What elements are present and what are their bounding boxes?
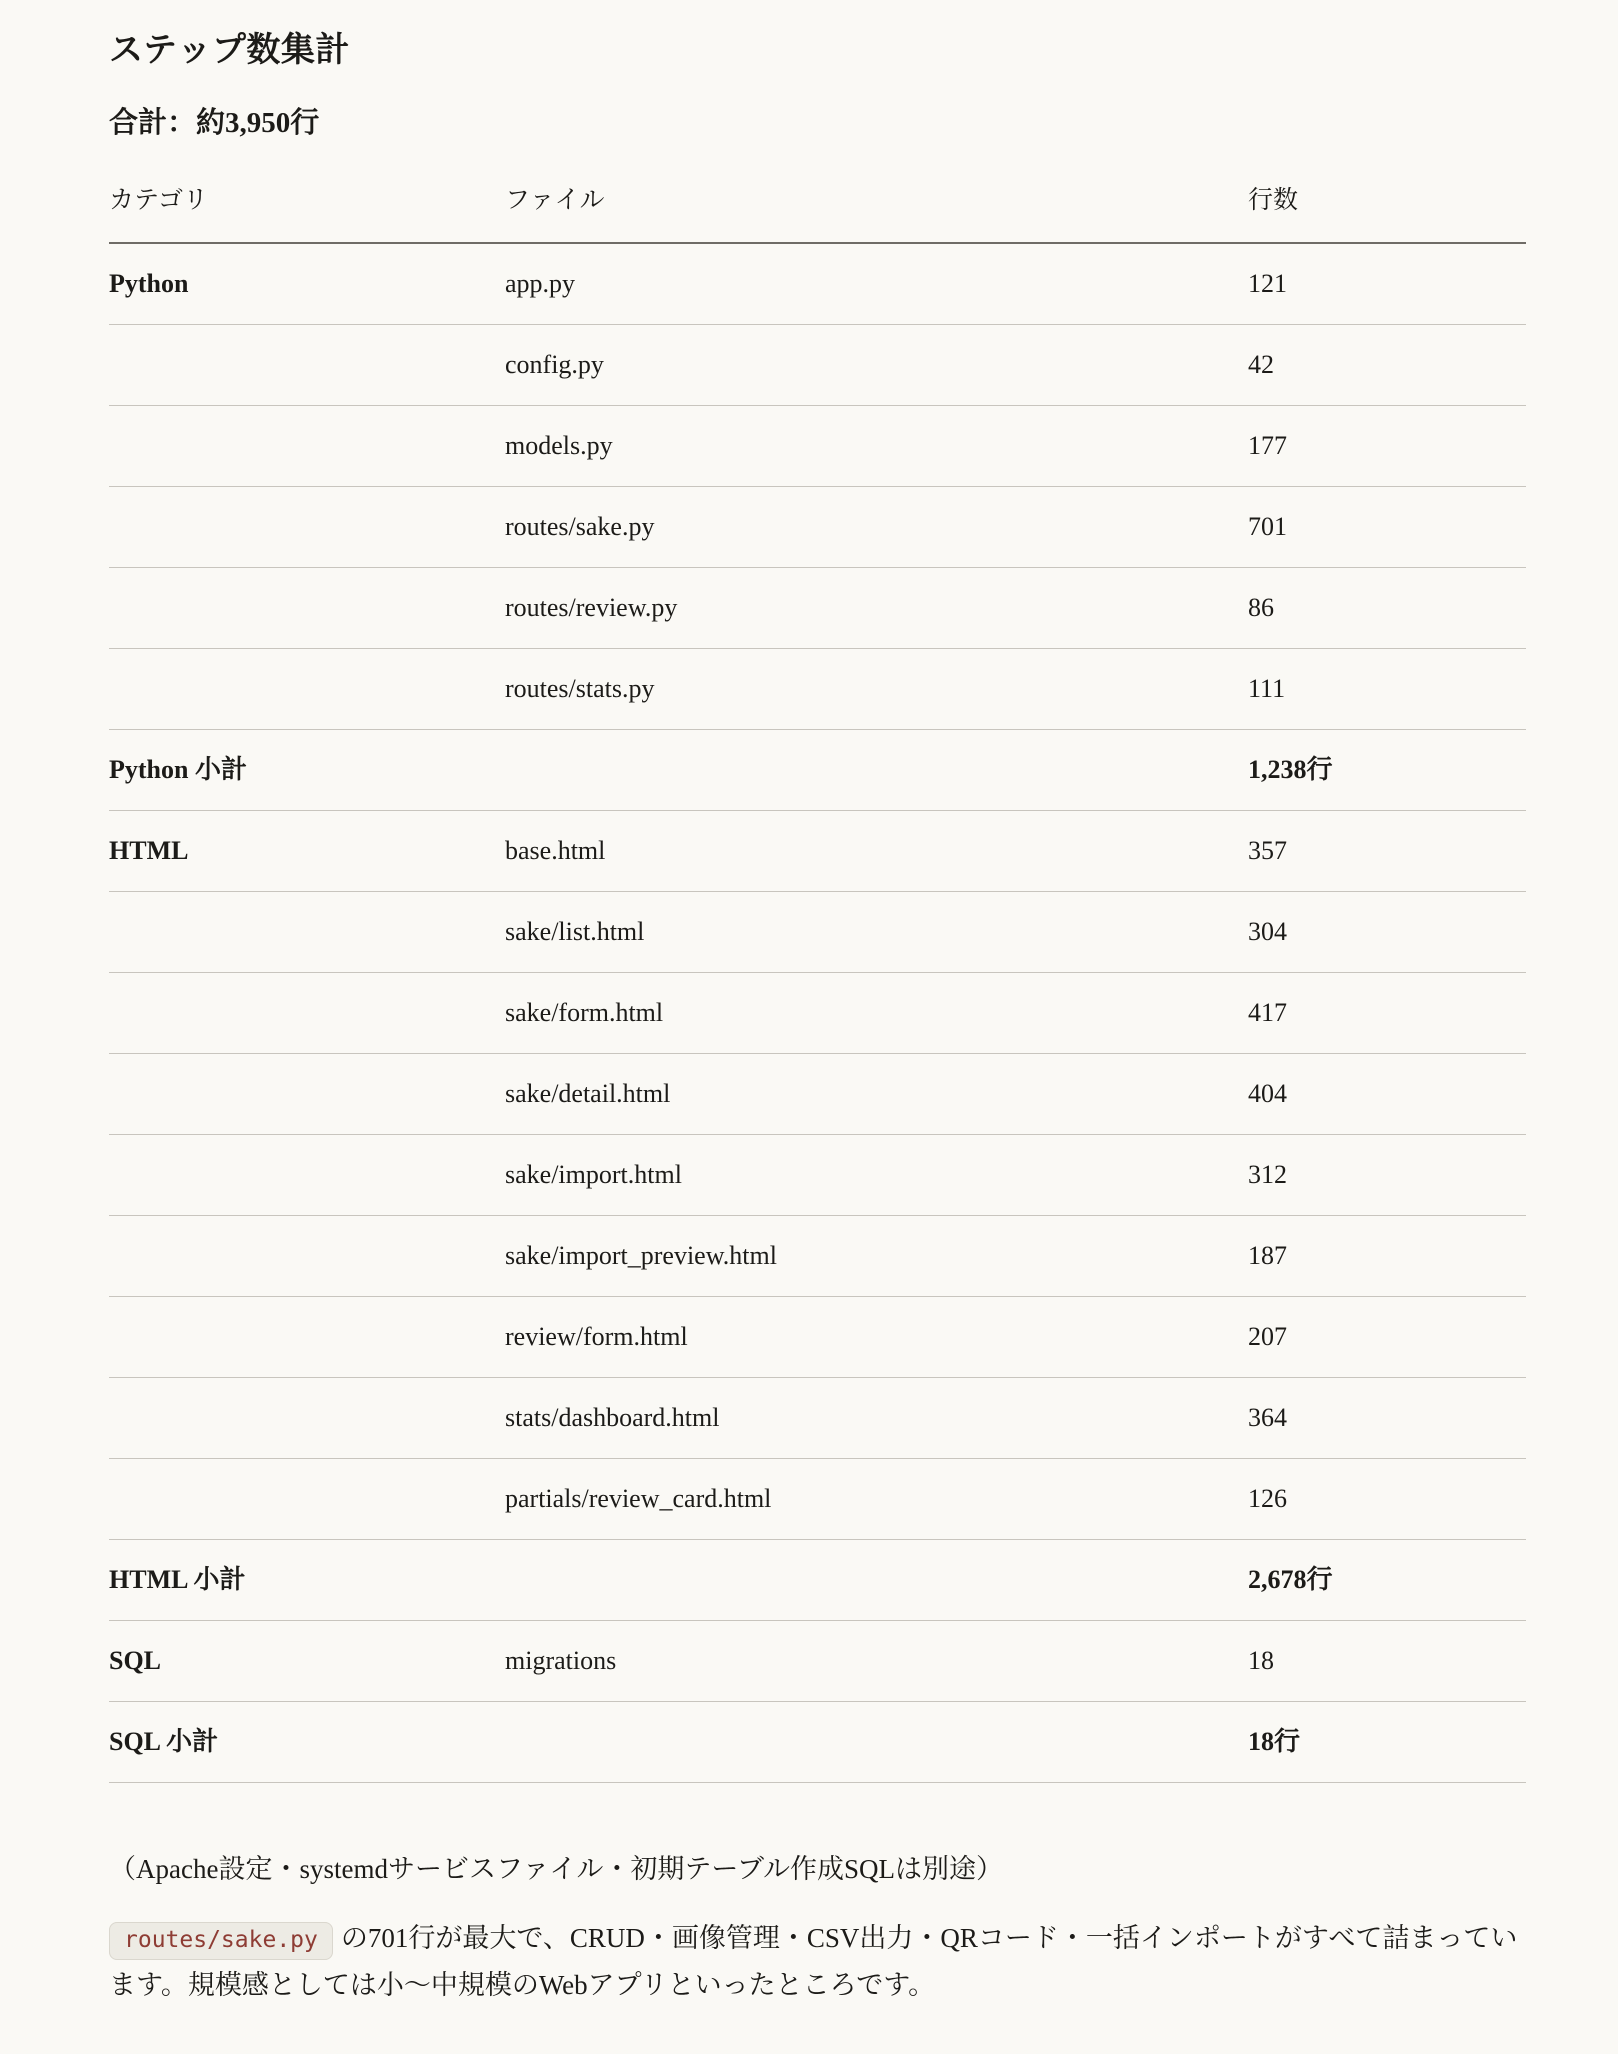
file-cell: review/form.html [505, 1297, 1248, 1378]
file-cell: models.py [505, 406, 1248, 487]
file-cell [505, 1702, 1248, 1783]
category-cell [109, 1297, 505, 1378]
category-cell: Python 小計 [109, 730, 505, 811]
table-row [109, 1054, 1526, 1135]
table-row [109, 973, 1526, 1054]
category-cell [109, 487, 505, 568]
file-cell [505, 730, 1248, 811]
file-cell [505, 1540, 1248, 1621]
lines-cell: 364 [1248, 1378, 1526, 1459]
file-cell: base.html [505, 811, 1248, 892]
lines-cell: 111 [1248, 649, 1526, 730]
category-cell [109, 973, 505, 1054]
category-cell [109, 568, 505, 649]
category-cell [109, 325, 505, 406]
table-row [109, 1135, 1526, 1216]
file-cell: sake/form.html [505, 973, 1248, 1054]
file-cell: migrations [505, 1621, 1248, 1702]
category-cell: Python [109, 243, 505, 325]
file-cell: stats/dashboard.html [505, 1378, 1248, 1459]
table-row [109, 243, 1526, 325]
category-cell [109, 1054, 505, 1135]
note-apache: （Apache設定・systemdサービスファイル・初期テーブル作成SQLは別途） [109, 1854, 1003, 1885]
lines-cell: 701 [1248, 487, 1526, 568]
page-subtitle: 合計：約3,950行 [109, 106, 320, 139]
table-row [109, 325, 1526, 406]
lines-cell: 187 [1248, 1216, 1526, 1297]
table-row [109, 649, 1526, 730]
note-summary [109, 1915, 1539, 2010]
table-row [109, 1216, 1526, 1297]
category-cell [109, 1135, 505, 1216]
lines-cell: 18 [1248, 1621, 1526, 1702]
column-header-category: カテゴリ [109, 170, 505, 243]
note-summary-text: の701行が最大で、CRUD・画像管理・CSV出力・QRコード・一括インポートがすべて詰まっています。規模感としては小〜中規模のWebアプリといったところです。 [109, 1923, 1518, 2001]
table-body [109, 243, 1526, 1783]
lines-cell: 312 [1248, 1135, 1526, 1216]
lines-cell: 2,678行 [1248, 1540, 1526, 1621]
category-cell [109, 892, 505, 973]
file-cell: sake/list.html [505, 892, 1248, 973]
table-header [109, 170, 1526, 243]
table-row [109, 1378, 1526, 1459]
table-row [109, 811, 1526, 892]
lines-cell: 304 [1248, 892, 1526, 973]
table-row [109, 892, 1526, 973]
file-cell: sake/detail.html [505, 1054, 1248, 1135]
table-row [109, 406, 1526, 487]
file-cell: config.py [505, 325, 1248, 406]
lines-cell: 404 [1248, 1054, 1526, 1135]
column-header-lines: 行数 [1248, 170, 1526, 243]
lines-cell: 121 [1248, 243, 1526, 325]
file-cell: partials/review_card.html [505, 1459, 1248, 1540]
inline-code-routes-sake: routes/sake.py [109, 1922, 333, 1960]
file-cell: sake/import_preview.html [505, 1216, 1248, 1297]
table-row-subtotal [109, 1702, 1526, 1783]
table-row-subtotal [109, 1540, 1526, 1621]
file-cell: sake/import.html [505, 1135, 1248, 1216]
lines-cell: 126 [1248, 1459, 1526, 1540]
lines-cell: 18行 [1248, 1702, 1526, 1783]
table-row [109, 1621, 1526, 1702]
category-cell [109, 1216, 505, 1297]
category-cell: SQL [109, 1621, 505, 1702]
table-row-subtotal [109, 730, 1526, 811]
lines-cell: 86 [1248, 568, 1526, 649]
table-row [109, 1459, 1526, 1540]
lines-cell: 207 [1248, 1297, 1526, 1378]
file-cell: routes/sake.py [505, 487, 1248, 568]
table-row [109, 568, 1526, 649]
lines-cell: 42 [1248, 325, 1526, 406]
category-cell: SQL 小計 [109, 1702, 505, 1783]
category-cell [109, 1459, 505, 1540]
file-cell: routes/review.py [505, 568, 1248, 649]
line-count-table [109, 170, 1526, 1783]
lines-cell: 1,238行 [1248, 730, 1526, 811]
lines-cell: 417 [1248, 973, 1526, 1054]
column-header-file: ファイル [505, 170, 1248, 243]
lines-cell: 357 [1248, 811, 1526, 892]
table-row [109, 487, 1526, 568]
table-header-row [109, 170, 1526, 243]
file-cell: app.py [505, 243, 1248, 325]
category-cell [109, 1378, 505, 1459]
category-cell [109, 649, 505, 730]
category-cell [109, 406, 505, 487]
category-cell: HTML 小計 [109, 1540, 505, 1621]
table-row [109, 1297, 1526, 1378]
lines-cell: 177 [1248, 406, 1526, 487]
file-cell: routes/stats.py [505, 649, 1248, 730]
page-title: ステップ数集計 [109, 32, 350, 69]
category-cell: HTML [109, 811, 505, 892]
